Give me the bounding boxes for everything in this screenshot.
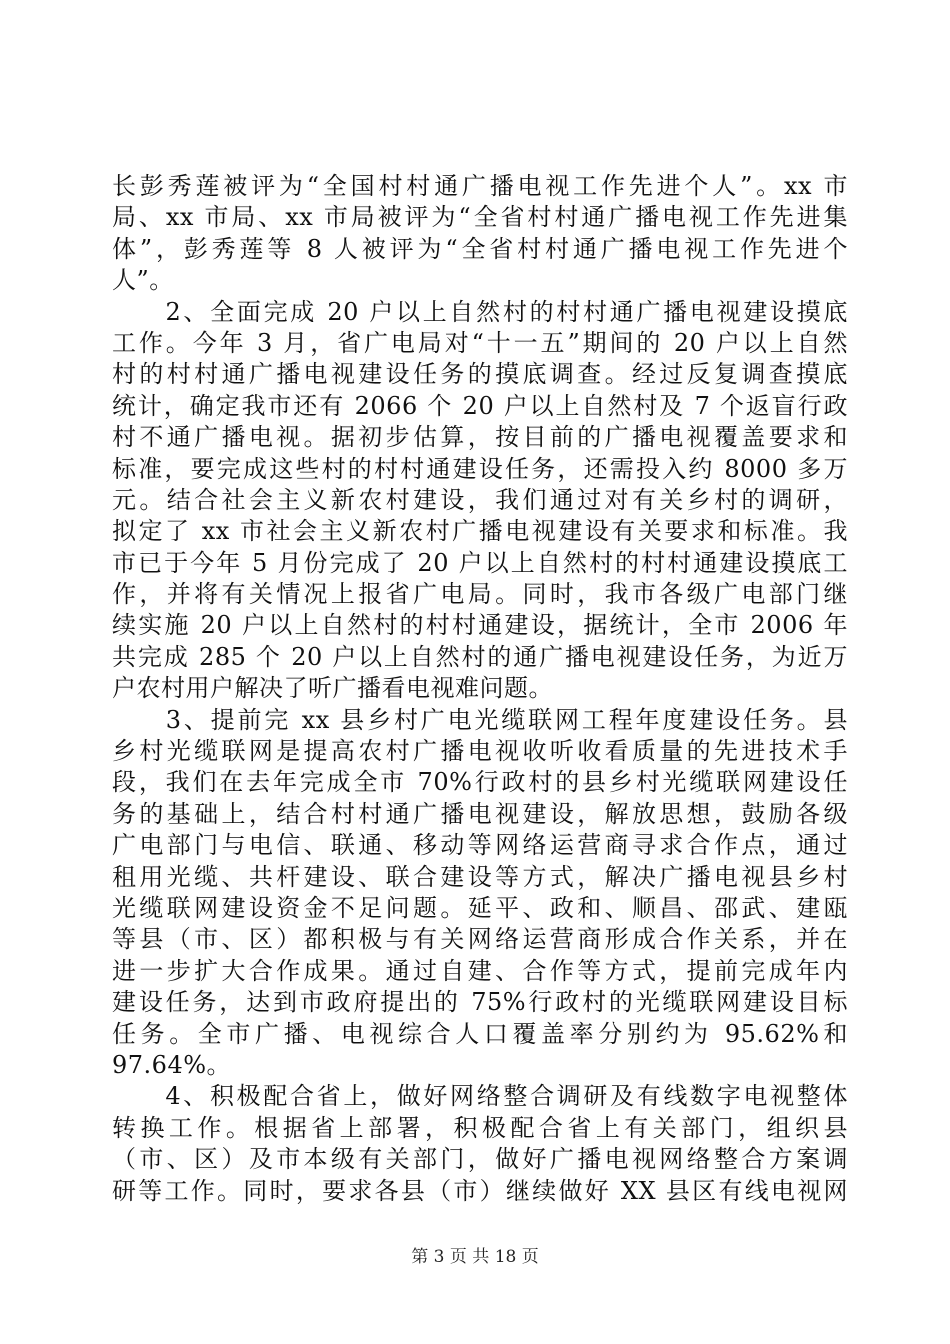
text-line: 研等工作。同时，要求各县（市）继续做好 XX 县区有线电视网 [112, 1176, 848, 1205]
body-text [112, 171, 848, 1207]
text-line: 市已于今年 5 月份完成了 20 户以上自然村的村村通建设摸底工 [112, 548, 848, 577]
text-line: 2、全面完成 20 户以上自然村的村村通广播电视建设摸底 [112, 297, 848, 326]
text-line: 体”，彭秀莲等 8 人被评为“全省村村通广播电视工作先进个 [112, 234, 848, 263]
text-line: 广电部门与电信、联通、移动等网络运营商寻求合作点，通过 [112, 831, 848, 860]
text-line: 局、xx 市局、xx 市局被评为“全省村村通广播电视工作先进集 [112, 203, 848, 232]
text-line: （市、区）及市本级有关部门，做好广播电视网络整合方案调 [112, 1145, 848, 1174]
text-line: 元。结合社会主义新农村建设，我们通过对有关乡村的调研， [112, 485, 848, 514]
text-line: 租用光缆、共杆建设、联合建设等方式，解决广播电视县乡村 [112, 862, 848, 891]
text-line: 长彭秀莲被评为“全国村村通广播电视工作先进个人”。xx 市 [112, 172, 848, 200]
text-line: 乡村光缆联网是提高农村广播电视收听收看质量的先进技术手 [112, 737, 848, 766]
text-line: 作，并将有关情况上报省广电局。同时，我市各级广电部门继 [112, 580, 848, 609]
text-line: 务的基础上，结合村村通广播电视建设，解放思想，鼓励各级 [112, 799, 848, 828]
text-line: 3、提前完 xx 县乡村广电光缆联网工程年度建设任务。县 [112, 705, 848, 734]
text-line: 光缆联网建设资金不足问题。延平、政和、顺昌、邵武、建瓯 [112, 893, 848, 922]
text-line: 人”。 [112, 266, 174, 295]
text-line: 建设任务，达到市政府提出的 75%行政村的光缆联网建设目标 [112, 988, 848, 1017]
text-line: 97.64%。 [112, 1050, 232, 1079]
text-line: 等县（市、区）都积极与有关网络运营商形成合作关系，并在 [112, 925, 848, 954]
text-line: 4、积极配合省上，做好网络整合调研及有线数字电视整体 [112, 1082, 848, 1111]
text-line: 村不通广播电视。据初步估算，按目前的广播电视覆盖要求和 [112, 423, 848, 452]
text-line: 标准，要完成这些村的村村通建设任务，还需投入约 8000 多万 [112, 454, 848, 483]
text-line: 任务。全市广播、电视综合人口覆盖率分别约为 95.62%和 [112, 1019, 848, 1048]
text-line: 工作。今年 3 月，省广电局对“十一五”期间的 20 户以上自然 [112, 328, 848, 357]
text-line: 共完成 285 个 20 户以上自然村的通广播电视建设任务，为近万 [112, 642, 848, 671]
text-line: 拟定了 xx 市社会主义新农村广播电视建设有关要求和标准。我 [112, 517, 848, 546]
text-line: 统计，确定我市还有 2066 个 20 户以上自然村及 7 个返盲行政 [112, 391, 848, 420]
text-line: 转换工作。根据省上部署，积极配合省上有关部门，组织县 [112, 1113, 848, 1142]
page-footer: 第 3 页 共 18 页 [411, 1247, 539, 1267]
text-line: 续实施 20 户以上自然村的村村通建设，据统计，全市 2006 年 [112, 611, 848, 640]
text-line: 段，我们在去年完成全市 70%行政村的县乡村光缆联网建设任 [112, 768, 848, 797]
text-line: 户农村用户解决了听广播看电视难问题。 [112, 674, 553, 703]
text-line: 进一步扩大合作成果。通过自建、合作等方式，提前完成年内 [112, 956, 848, 985]
text-line: 村的村村通广播电视建设任务的摸底调查。经过反复调查摸底 [112, 360, 848, 389]
